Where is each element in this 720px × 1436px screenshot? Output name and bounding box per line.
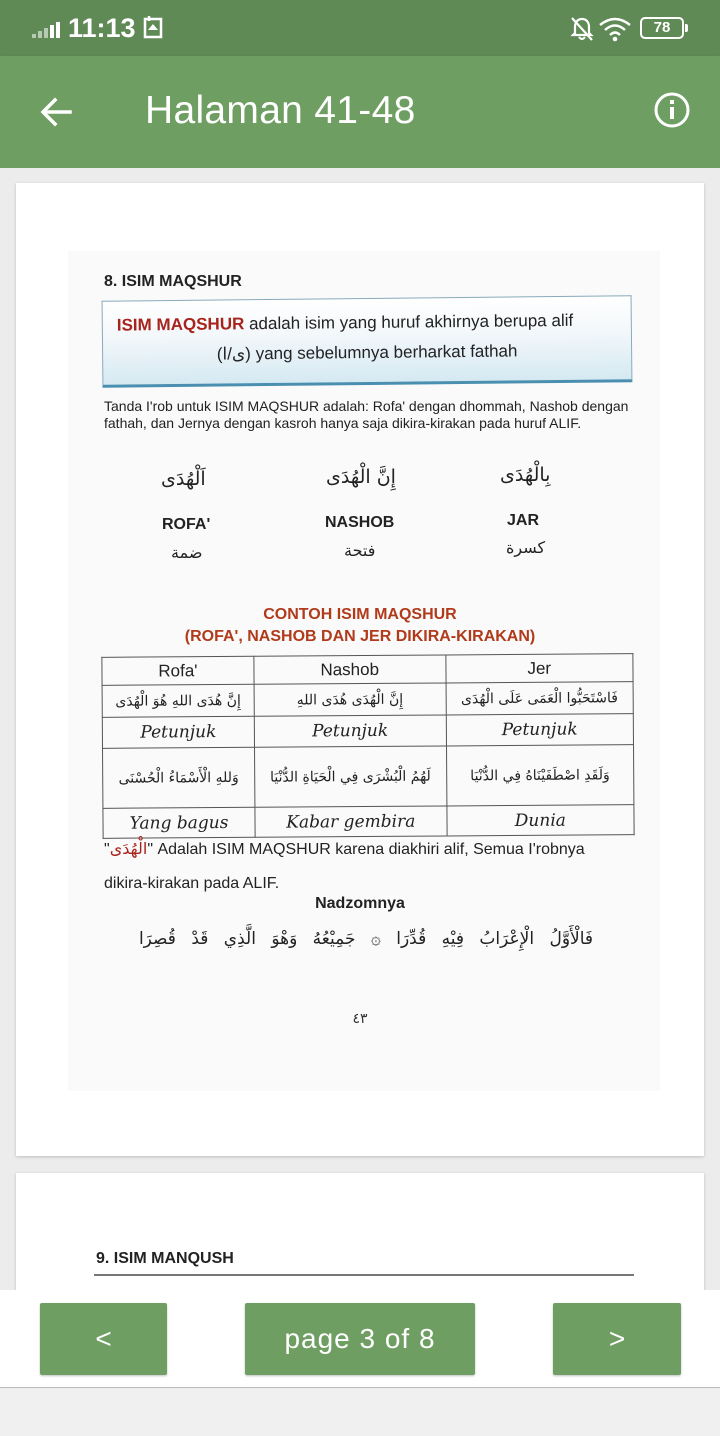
table-row <box>102 682 633 718</box>
table-cell-meaning: Petunjuk <box>254 715 446 747</box>
table-row <box>102 714 633 749</box>
notifications-off-icon <box>570 16 594 42</box>
table-header: Rofa' <box>102 656 254 685</box>
example-table <box>101 653 634 839</box>
case-label-jar: JAR <box>507 512 540 529</box>
case-label-rofa: ROFA' <box>162 516 211 533</box>
screenshot-icon <box>143 16 165 40</box>
table-header: Jer <box>445 654 633 683</box>
nadzom-verse: فَالْأَوَّلُ الْإِعْرَابُ فِيْهِ قُدِّرَا ۞ جَمِيْعُهُ وَهْوَ الَّذِي قَدْ قُصِرَا <box>138 929 594 949</box>
page-title: Halaman 41-48 <box>145 89 416 132</box>
case-arabic-rofa: اَلْهُدَى <box>161 468 206 490</box>
divider <box>94 1274 634 1276</box>
table-header: Nashob <box>254 655 446 684</box>
battery-icon: 78 <box>640 17 684 39</box>
table-cell-arabic: إِنَّ الْهُدَى هُدَى اللهِ <box>254 683 446 716</box>
case-label-nashob: NASHOB <box>325 514 395 531</box>
table-cell-arabic: فَاسْتَحَبُّوا الْعَمَى عَلَى الْهُدَى <box>446 682 634 715</box>
table-cell-arabic: وَلَقَدِ اصْطَفَيْنَاهُ فِي الدُّنْيَا <box>446 745 634 806</box>
system-navigation-area <box>0 1389 720 1436</box>
app-bar <box>0 56 720 168</box>
table-cell-meaning: Yang bagus <box>103 807 255 838</box>
signal-icon <box>32 22 62 38</box>
info-icon[interactable] <box>652 90 692 130</box>
status-bar <box>0 0 720 56</box>
table-cell-meaning: Petunjuk <box>446 714 634 746</box>
table-cell-meaning: Dunia <box>446 805 634 836</box>
note-text-rest: " Adalah ISIM MAQSHUR karena diakhiri alif, Semua I'robnya <box>147 841 585 858</box>
case-arabic-nashob: إِنَّ الْهُدَى <box>326 466 396 488</box>
case-arabic-jar: بِالْهُدَى <box>500 464 551 486</box>
book-page <box>16 1173 704 1290</box>
clock: 11:13 <box>68 13 136 43</box>
table-cell-arabic: وَللهِ الْأَسْمَاءُ الْحُسْنَى <box>103 747 255 808</box>
case-harakat-jar: كسرة <box>506 538 546 557</box>
description-text: Tanda I'rob untuk ISIM MAQSHUR adalah: Rofa' dengan dhommah, Nashob dengan fathah, dan Jernya dengan kasroh hanya saja dikira-kirakan pada huruf ALIF. <box>104 398 629 431</box>
table-cell-meaning: Petunjuk <box>102 716 254 748</box>
previous-page-button[interactable]: < <box>40 1303 167 1375</box>
section-title: 9. ISIM MANQUSH <box>96 1250 234 1267</box>
arrow-back-icon[interactable] <box>36 92 76 132</box>
note-text: "الْهُدَى" Adalah ISIM MAQSHUR karena diakhiri alif, Semua I'robnya <box>104 839 585 858</box>
next-page-button[interactable]: > <box>553 1303 681 1375</box>
table-cell-meaning: Kabar gembira <box>255 806 447 837</box>
table-cell-arabic: لَهُمُ الْبُشْرَى فِي الْحَيَاةِ الدُّنْيَا <box>254 746 446 807</box>
definition-text-line2: (ى/ا) yang sebelumnya berharkat fathah <box>216 341 518 364</box>
note-arabic-word: الْهُدَى <box>109 839 148 858</box>
table-row <box>103 745 634 809</box>
section-title: 8. ISIM MAQSHUR <box>104 273 242 290</box>
case-harakat-rofa: ضمة <box>171 543 203 562</box>
case-harakat-nashob: فتحة <box>344 541 376 560</box>
pdf-viewer[interactable] <box>0 168 720 1290</box>
nadzom-title: Nadzomnya <box>315 895 405 912</box>
definition-text: adalah isim yang huruf akhirnya berupa alif <box>248 310 574 334</box>
note-text-line2: dikira-kirakan pada ALIF. <box>104 875 280 892</box>
table-cell-arabic: إِنَّ هُدَى اللهِ هُوَ الْهُدَى <box>102 684 254 717</box>
definition-box <box>102 295 633 388</box>
page-number: ٤٣ <box>352 1011 368 1027</box>
table-header-row <box>102 654 633 686</box>
page-indicator-button[interactable]: page 3 of 8 <box>245 1303 475 1375</box>
wifi-icon <box>598 16 632 42</box>
table-row <box>103 805 634 839</box>
definition-term: ISIM MAQSHUR <box>116 314 245 335</box>
example-title: CONTOH ISIM MAQSHUR <box>263 606 457 623</box>
example-subtitle: (ROFA', NASHOB DAN JER DIKIRA-KIRAKAN) <box>184 628 536 645</box>
pager-bar <box>0 1290 720 1388</box>
book-page <box>16 183 704 1156</box>
